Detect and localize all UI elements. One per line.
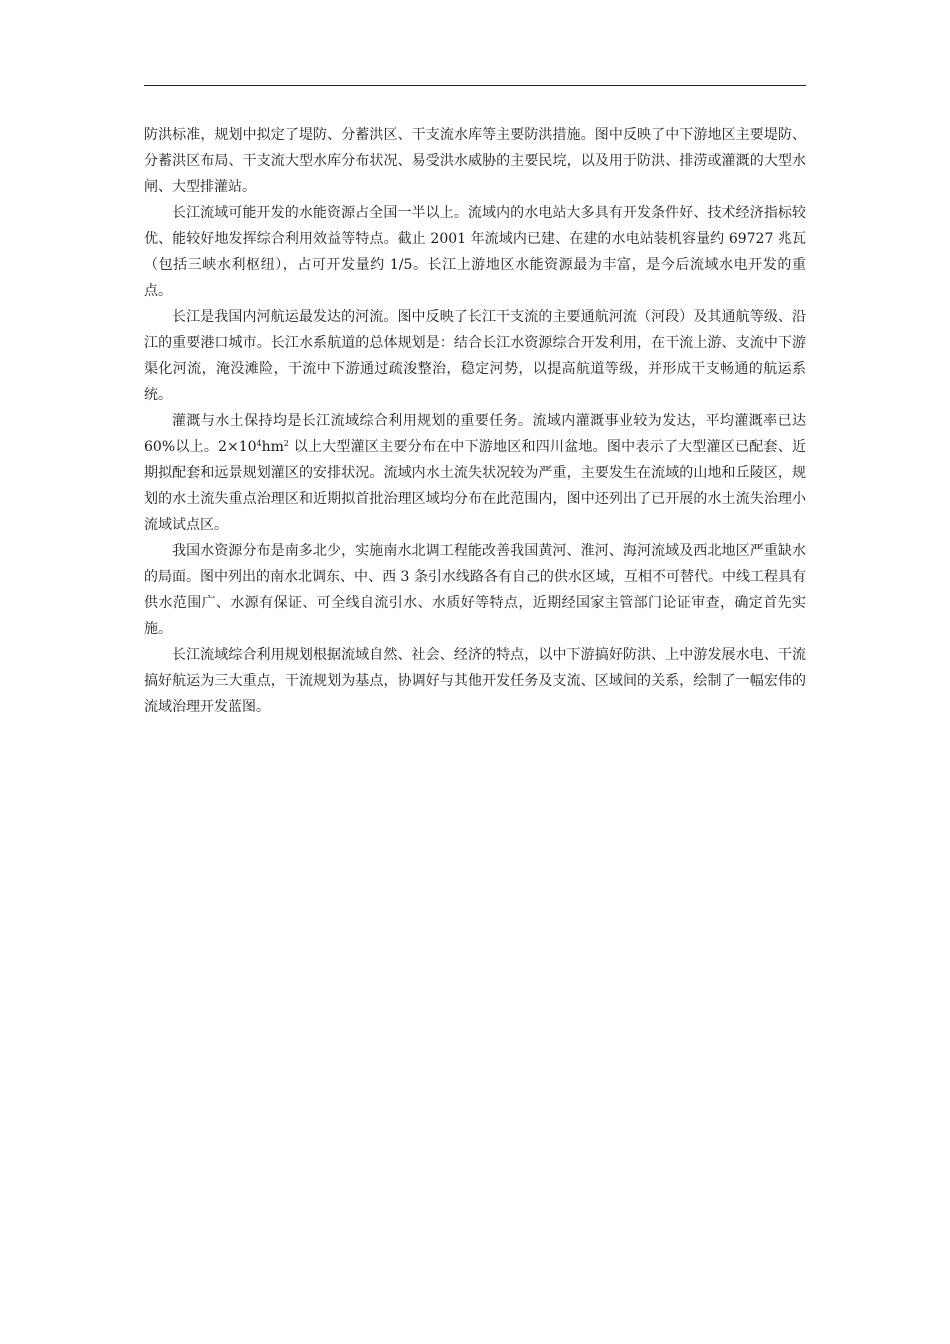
paragraph-hydropower: 长江流域可能开发的水能资源占全国一半以上。流域内的水电站大多具有开发条件好、技术经济指标较优、能较好地发挥综合利用效益等特点。截止 2001 年流域内已建、在建的水电站装机容量约 69727 兆瓦（包括三峡水利枢纽），占可开发量约 1/5。长江上游地区水能资源最为丰富，是今后流域水电开发的重点。 — [144, 205, 806, 299]
irrigation-exponent-4: 4 — [256, 439, 262, 448]
irrigation-exponent-2: 2 — [283, 439, 290, 448]
irrigation-text-after: 以上大型灌区主要分布在中下游地区和四川盆地。图中表示了大型灌区已配套、近期拟配套和远景规划灌区的安排状况。流域内水土流失状况较为严重，主要发生在流域的山地和丘陵区，规划的水土流失重点治理区和近期拟首批治理区域均分布在此范围内，图中还列出了已开展的水土流失治理小流域试点区。 — [144, 439, 806, 533]
paragraph-irrigation — [144, 408, 806, 538]
paragraph-summary: 长江流域综合利用规划根据流域自然、社会、经济的特点，以中下游搞好防洪、上中游发展水电、干流搞好航运为三大重点，干流规划为基点，协调好与其他开发任务及支流、区域间的关系，绘制了一幅宏伟的流域治理开发蓝图。 — [144, 647, 806, 715]
paragraph-flood-control: 防洪标准，规划中拟定了堤防、分蓄洪区、干支流水库等主要防洪措施。图中反映了中下游地区主要堤防、分蓄洪区布局、干支流大型水库分布状况、易受洪水威胁的主要民垸，以及用于防洪、排涝或灌溉的大型水闸、大型排灌站。 — [144, 127, 806, 195]
body-text — [144, 122, 806, 720]
header-rule — [144, 85, 806, 86]
irrigation-text-before: 灌溉与水土保持均是长江流域综合利用规划的重要任务。流域内灌溉事业较为发达，平均灌溉率已达 60%以上。2×10 — [144, 413, 806, 455]
irrigation-unit-hm: hm — [261, 439, 284, 455]
paragraph-navigation: 长江是我国内河航运最发达的河流。图中反映了长江干支流的主要通航河流（河段）及其通航等级、沿江的重要港口城市。长江水系航道的总体规划是：结合长江水资源综合开发利用，在干流上游、支流中下游渠化河流，淹没滩险，干流中下游通过疏浚整治，稳定河势，以提高航道等级，并形成干支畅通的航运系统。 — [144, 309, 806, 403]
paragraph-water-diversion: 我国水资源分布是南多北少，实施南水北调工程能改善我国黄河、淮河、海河流域及西北地区严重缺水的局面。图中列出的南水北调东、中、西 3 条引水线路各有自己的供水区域，互相不可替代。中线工程具有供水范围广、水源有保证、可全线自流引水、水质好等特点，近期经国家主管部门论证审查，确定首先实施。 — [144, 543, 806, 637]
